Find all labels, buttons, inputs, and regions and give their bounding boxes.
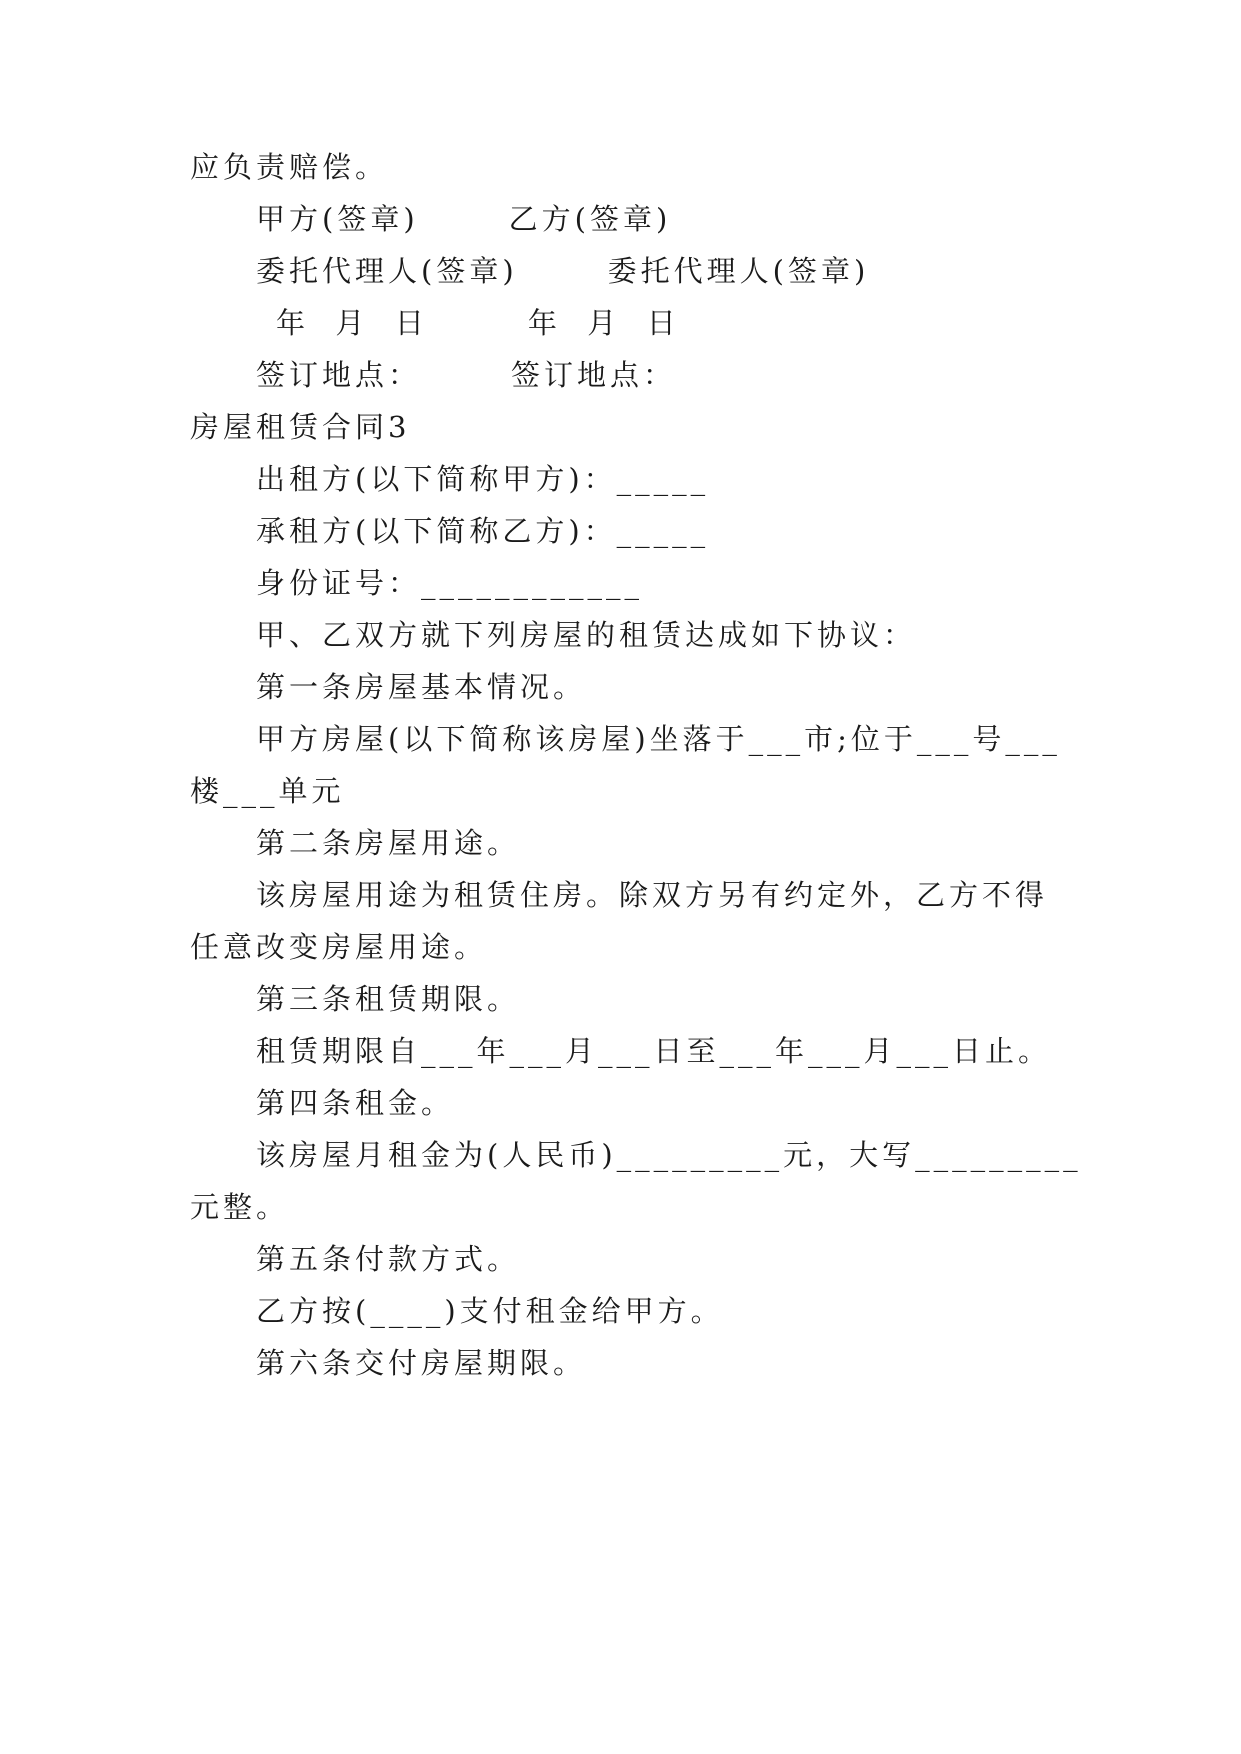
text-line: 甲、乙双方就下列房屋的租赁达成如下协议： — [256, 618, 917, 652]
article-heading: 第三条租赁期限。 — [256, 982, 521, 1016]
agent-signature-line — [256, 251, 869, 291]
text-line: 该房屋用途为租赁住房。除双方另有约定外，乙方不得 — [256, 878, 1049, 912]
article-heading: 第一条房屋基本情况。 — [256, 670, 587, 704]
text-line: 元整。 — [190, 1190, 290, 1224]
party-b-signature-label: 乙方(签章) — [508, 202, 672, 236]
party-a-date: 年 月 日 — [276, 306, 428, 340]
party-a-agent-label: 委托代理人(签章) — [256, 254, 518, 288]
text-line: 任意改变房屋用途。 — [190, 930, 488, 964]
text-line: 甲方房屋(以下简称该房屋)坐落于___市;位于___号___ — [256, 722, 1061, 756]
text-line: 楼___单元 — [190, 774, 345, 808]
text-line: 承租方(以下简称乙方)：_____ — [256, 514, 710, 548]
party-b-date: 年 月 日 — [527, 306, 680, 340]
article-heading: 第六条交付房屋期限。 — [256, 1346, 587, 1380]
date-line — [276, 303, 680, 343]
text-line: 应负责赔偿。 — [190, 150, 389, 184]
text-line: 乙方按(____)支付租金给甲方。 — [256, 1294, 724, 1328]
article-heading: 第二条房屋用途。 — [256, 826, 521, 860]
text-line: 该房屋月租金为(人民币)_________元，大写_________ — [256, 1138, 1082, 1172]
section-heading: 房屋租赁合同3 — [190, 410, 411, 444]
signature-party-line — [256, 199, 671, 239]
party-b-agent-label: 委托代理人(签章) — [607, 254, 870, 288]
party-a-signature-label: 甲方(签章) — [256, 202, 419, 236]
text-line: 出租方(以下简称甲方)：_____ — [256, 462, 710, 496]
article-heading: 第五条付款方式。 — [256, 1242, 521, 1276]
article-heading: 第四条租金。 — [256, 1086, 455, 1120]
party-b-signing-place: 签订地点： — [511, 358, 677, 392]
text-line: 租赁期限自___年___月___日至___年___月___日止。 — [256, 1034, 1052, 1068]
signing-place-line — [256, 355, 676, 395]
text-line: 身份证号：____________ — [256, 566, 644, 600]
party-a-signing-place: 签订地点： — [256, 358, 422, 392]
